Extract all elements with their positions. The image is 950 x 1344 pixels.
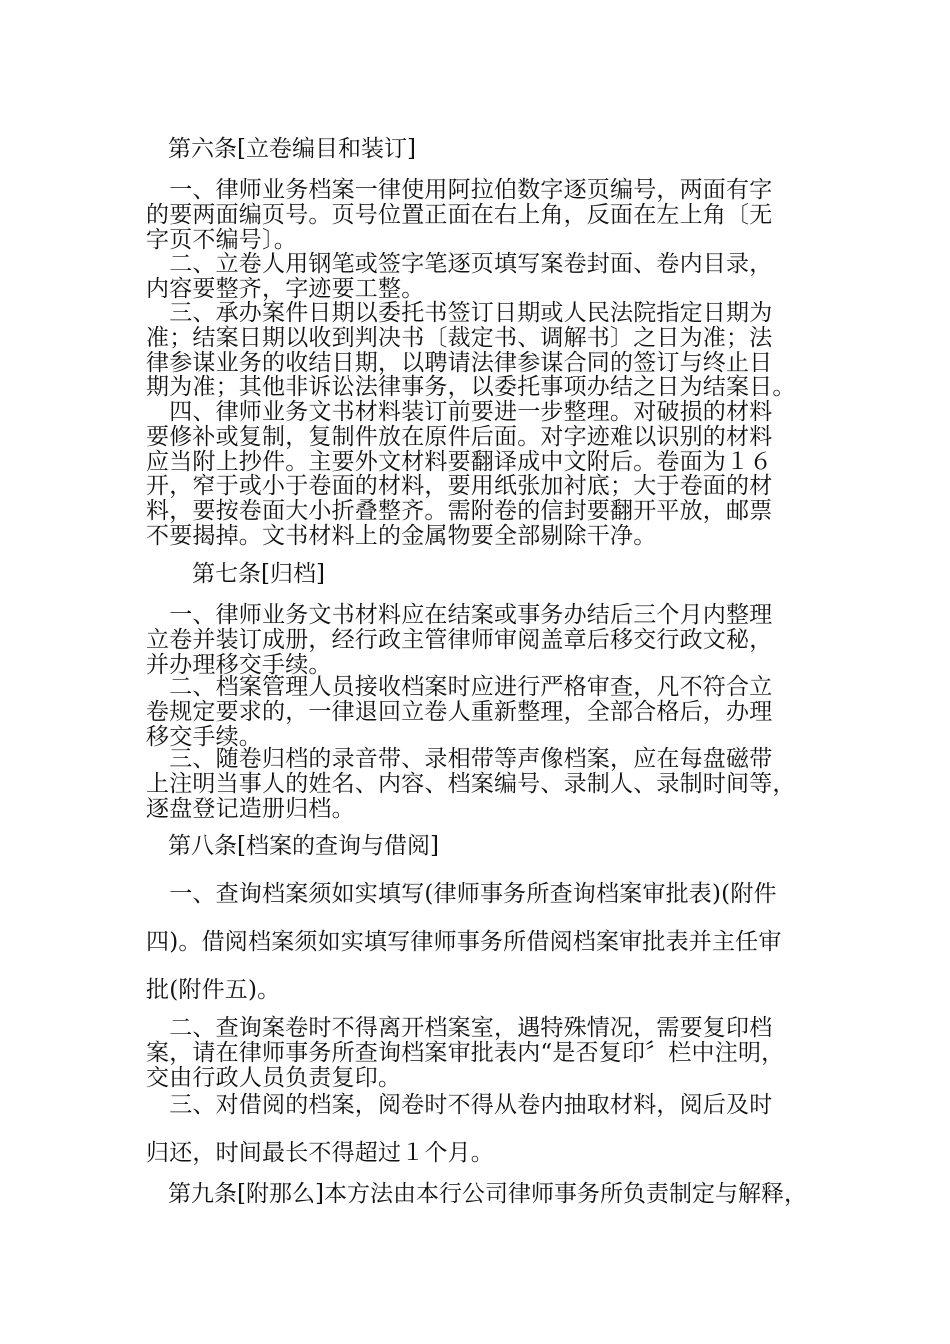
article-8-paragraph-3: 三、对借阅的档案，阅卷时不得从卷内抽取材料，阅后及时 归还，时间最长不得超过１个月。 — [146, 1092, 773, 1166]
article-7-heading: 第七条[归档] — [192, 561, 325, 587]
article-6-paragraph-4: 四、律师业务文书材料装订前要进一步整理。对破损的材料 要修补或复制，复制件放在原件后面。对字迹难以识别的材料 应当附上抄件。主要外文材料要翻译成中文附后。卷面为１６ 开，窄于或小于卷面的材料，要用纸张加衬底；大于卷面的材 料，要按卷面大小折叠整齐。需附卷的信封要翻开平放，邮票 不要揭掉。文书材料上的金属物要全部剔除干净。 — [146, 399, 773, 549]
article-9-heading: 第九条[附那么]本方法由本行公司律师事务所负责制定与解释， — [168, 1181, 807, 1207]
article-6-paragraph-2: 二、立卷人用钢笔或签字笔逐页填写案卷封面、卷内目录， 内容要整齐，字迹要工整。 — [146, 251, 773, 302]
article-6-paragraph-3: 三、承办案件日期以委托书签订日期或人民法院指定日期为 准；结案日期以收到判决书〔裁定书、调解书〕之日为准；法 律参谋业务的收结日期，以聘请法律参谋合同的签订与终止日 期为准；其他非诉讼法律事务，以委托事项办结之日为结案日。 — [146, 300, 796, 401]
article-8-paragraph-2: 二、查询案卷时不得离开档案室，遇特殊情况，需要复印档 案，请在律师事务所查询档案审批表内“是否复印〞栏中注明， 交由行政人员负责复印。 — [146, 1015, 785, 1091]
article-6-paragraph-1: 一、律师业务档案一律使用阿拉伯数字逐页编号，两面有字 的要两面编页号。页号位置正面在右上角，反面在左上角〔无 字页不编号〕。 — [146, 177, 773, 253]
article-6-heading: 第六条[立卷编目和装订] — [168, 136, 416, 162]
article-8-paragraph-1: 一、查询档案须如实填写(律师事务所查询档案审批表)(附件 四)。借阅档案须如实填写律师事务所借阅档案审批表并主任审 批(附件五)。 — [146, 881, 782, 1003]
article-7-paragraph-3: 三、随卷归档的录音带、录相带等声像档案，应在每盘磁带 上注明当事人的姓名、内容、档案编号、录制人、录制时间等， 逐盘登记造册归档。 — [146, 746, 796, 822]
article-7-paragraph-1: 一、律师业务文书材料应在结案或事务办结后三个月内整理 立卷并装订成册，经行政主管律师审阅盖章后移交行政文秘， 并办理移交手续。 — [146, 602, 773, 678]
article-7-paragraph-2: 二、档案管理人员接收档案时应进行严格审查，凡不符合立 卷规定要求的，一律退回立卷人重新整理，全部合格后，办理 移交手续。 — [146, 674, 773, 750]
article-8-heading: 第八条[档案的查询与借阅] — [168, 833, 439, 859]
